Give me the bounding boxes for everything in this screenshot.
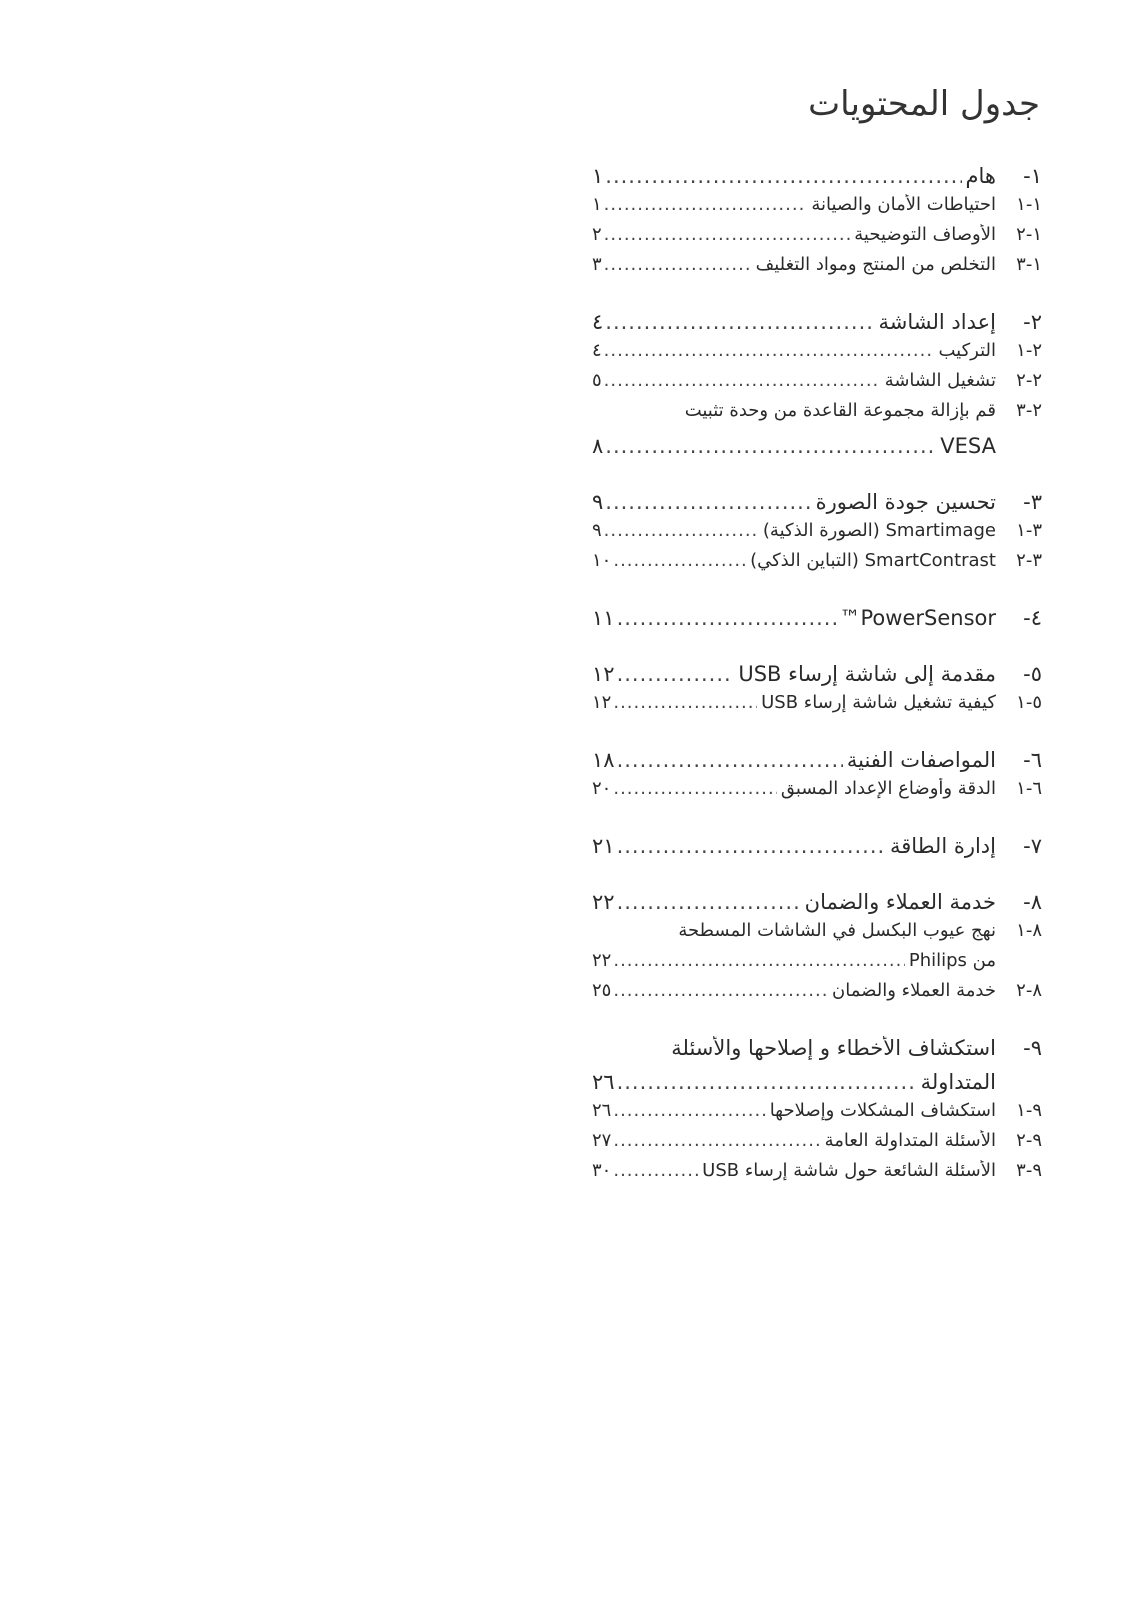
toc-page-number: ١ <box>592 194 602 215</box>
toc-leader-dots <box>613 980 828 1001</box>
toc-leader-dots <box>613 1130 820 1151</box>
toc-leader-dots <box>613 1100 765 1121</box>
toc-entry[interactable] <box>592 980 1042 1010</box>
toc-page-number: ١٠ <box>592 550 612 571</box>
page-title: جدول المحتويات <box>808 84 1040 124</box>
toc-leader-dots <box>613 778 777 799</box>
toc-entry-label: المتداولة <box>920 1070 996 1094</box>
toc-entry[interactable] <box>592 1036 1042 1066</box>
toc-leader-dots <box>617 662 735 686</box>
toc-entry-label: الأسئلة الشائعة حول شاشة إرساء USB <box>702 1160 996 1181</box>
toc-entry-number: ٨- <box>1023 890 1042 914</box>
toc-entry[interactable] <box>592 890 1042 920</box>
toc-entry[interactable] <box>592 748 1042 778</box>
toc-entry-label: التخلص من المنتج ومواد التغليف <box>755 254 996 275</box>
toc-entry-number: ٤- <box>1023 606 1042 630</box>
toc-page-number: ١٨ <box>592 748 615 772</box>
toc-page-number: ١٢ <box>592 692 612 713</box>
toc-entry-label: PowerSensor™ <box>839 606 996 630</box>
toc-page-number: ١١ <box>592 606 615 630</box>
toc-leader-dots <box>613 550 746 571</box>
toc-entry[interactable] <box>592 400 1042 430</box>
toc-page-number: ٣٠ <box>592 1160 612 1181</box>
toc-entry-label: VESA <box>940 434 996 458</box>
toc-entry-number: ٦- <box>1023 748 1042 772</box>
toc-entry-number: ٧- <box>1023 834 1042 858</box>
toc-entry[interactable] <box>592 1160 1042 1190</box>
toc-entry[interactable] <box>592 1100 1042 1130</box>
toc-entry-number: ٢-٣ <box>1016 400 1042 421</box>
toc-leader-dots <box>604 340 935 361</box>
toc-entry-label: الأسئلة المتداولة العامة <box>824 1130 996 1151</box>
toc-entry[interactable] <box>592 370 1042 400</box>
toc-leader-dots <box>617 748 843 772</box>
toc-entry[interactable] <box>592 606 1042 636</box>
toc-section <box>592 310 1042 464</box>
toc-entry-number: ٢-١ <box>1016 340 1042 361</box>
toc-page-number: ٩ <box>592 490 604 514</box>
toc-entry-label: كيفية تشغيل شاشة إرساء USB <box>761 692 996 713</box>
toc-page-number: ٨ <box>592 434 604 458</box>
toc-page-number: ٩ <box>592 520 602 541</box>
toc-entry-number: ١-٣ <box>1016 254 1042 275</box>
toc-entry-label: مقدمة إلى شاشة إرساء USB <box>738 662 996 686</box>
toc-entry-label: المواصفات الفنية <box>846 748 996 772</box>
toc-leader-dots <box>617 606 836 630</box>
toc-entry[interactable] <box>592 164 1042 194</box>
toc-entry-number: ٩-٣ <box>1016 1160 1042 1181</box>
toc-leader-dots <box>613 692 757 713</box>
toc-entry-label: تحسين جودة الصورة <box>815 490 996 514</box>
toc-entry-label: من Philips <box>908 950 996 971</box>
toc-page-number: ٢٢ <box>592 890 615 914</box>
toc-leader-dots <box>604 370 881 391</box>
toc-entry-label: نهج عيوب البكسل في الشاشات المسطحة <box>678 920 996 941</box>
toc-entry-number: ٨-٢ <box>1016 980 1042 1001</box>
toc-entry-number: ٩-١ <box>1016 1100 1042 1121</box>
toc-page-number: ٣ <box>592 254 602 275</box>
toc-entry-number: ٩-٢ <box>1016 1130 1042 1151</box>
toc-page-number: ٢ <box>592 224 602 245</box>
toc-page-number: ٤ <box>592 310 604 334</box>
toc-leader-dots <box>604 194 808 215</box>
toc-page-number: ٢١ <box>592 834 615 858</box>
toc-entry-number: ٢- <box>1023 310 1042 334</box>
toc-page-number: ٢٧ <box>592 1130 612 1151</box>
toc-page-number: ١٢ <box>592 662 615 686</box>
toc-entry[interactable] <box>592 920 1042 950</box>
toc-leader-dots <box>605 434 936 458</box>
toc-entry-number: ٣- <box>1023 490 1042 514</box>
toc-leader-dots <box>613 950 905 971</box>
toc-entry-number: ٦-١ <box>1016 778 1042 799</box>
toc-leader-dots <box>605 164 961 188</box>
toc-entry[interactable] <box>592 1130 1042 1160</box>
toc-entry-number: ٩- <box>1023 1036 1042 1060</box>
toc-entry-label: إدارة الطاقة <box>890 834 996 858</box>
toc-entry-label: هام <box>965 164 996 188</box>
toc-entry[interactable] <box>592 778 1042 808</box>
toc-entry-number: ٥- <box>1023 662 1042 686</box>
toc-leader-dots <box>604 520 759 541</box>
toc-leader-dots <box>617 890 801 914</box>
toc-entry-label: احتياطات الأمان والصيانة <box>811 194 996 215</box>
toc-page-number: ٢٠ <box>592 778 612 799</box>
toc-section <box>592 890 1042 1010</box>
toc-entry[interactable] <box>592 550 1042 580</box>
toc-section <box>592 748 1042 808</box>
toc-section <box>592 490 1042 580</box>
toc-entry[interactable] <box>592 224 1042 254</box>
toc-entry[interactable] <box>592 310 1042 340</box>
table-of-contents <box>592 160 1042 1216</box>
toc-entry-label: SmartContrast (التباين الذكي) <box>750 550 996 571</box>
toc-entry-number: ٢-٢ <box>1016 370 1042 391</box>
toc-leader-dots <box>605 490 811 514</box>
toc-section <box>592 834 1042 864</box>
toc-entry[interactable] <box>592 692 1042 722</box>
toc-entry[interactable] <box>592 490 1042 520</box>
toc-entry-label: استكشاف المشكلات وإصلاحها <box>769 1100 996 1121</box>
toc-entry-number: ٥-١ <box>1016 692 1042 713</box>
toc-entry-number: ١- <box>1023 164 1042 188</box>
toc-page-number: ٢٦ <box>592 1100 612 1121</box>
toc-entry-number: ١-٢ <box>1016 224 1042 245</box>
toc-page-number: ٢٦ <box>592 1070 615 1094</box>
toc-page-number: ١ <box>592 164 604 188</box>
toc-entry-label: استكشاف الأخطاء و إصلاحها والأسئلة <box>671 1036 996 1060</box>
toc-leader-dots <box>613 1160 698 1181</box>
toc-entry-number: ٣-٢ <box>1016 550 1042 571</box>
toc-entry[interactable] <box>592 254 1042 284</box>
toc-entry-label: الدقة وأوضاع الإعداد المسبق <box>780 778 996 799</box>
toc-entry-label: خدمة العملاء والضمان <box>804 890 996 914</box>
toc-section <box>592 164 1042 284</box>
toc-entry[interactable] <box>592 194 1042 224</box>
toc-page-number: ٥ <box>592 370 602 391</box>
toc-entry-label: إعداد الشاشة <box>878 310 996 334</box>
toc-entry[interactable] <box>592 1070 1042 1100</box>
toc-entry-label: خدمة العملاء والضمان <box>832 980 996 1001</box>
toc-entry[interactable] <box>592 950 1042 980</box>
toc-entry-label: التركيب <box>938 340 996 361</box>
toc-entry[interactable] <box>592 434 1042 464</box>
toc-page-number: ٢٥ <box>592 980 612 1001</box>
toc-page-number: ٤ <box>592 340 602 361</box>
toc-section <box>592 662 1042 722</box>
toc-entry-label: تشغيل الشاشة <box>884 370 996 391</box>
toc-entry[interactable] <box>592 340 1042 370</box>
toc-entry[interactable] <box>592 520 1042 550</box>
toc-entry-number: ٨-١ <box>1016 920 1042 941</box>
toc-leader-dots <box>604 224 851 245</box>
toc-entry-label: الأوصاف التوضيحية <box>854 224 996 245</box>
toc-section <box>592 1036 1042 1190</box>
toc-entry-label: Smartimage (الصورة الذكية) <box>762 520 996 541</box>
toc-section <box>592 606 1042 636</box>
toc-leader-dots <box>617 834 886 858</box>
toc-leader-dots <box>604 254 752 275</box>
toc-entry[interactable] <box>592 834 1042 864</box>
toc-entry-label: قم بإزالة مجموعة القاعدة من وحدة تثبيت <box>684 400 996 421</box>
toc-leader-dots <box>617 1070 917 1094</box>
toc-entry-number: ١-١ <box>1016 194 1042 215</box>
toc-entry[interactable] <box>592 662 1042 692</box>
toc-entry-number: ٣-١ <box>1016 520 1042 541</box>
toc-leader-dots <box>605 310 874 334</box>
toc-page-number: ٢٢ <box>592 950 612 971</box>
